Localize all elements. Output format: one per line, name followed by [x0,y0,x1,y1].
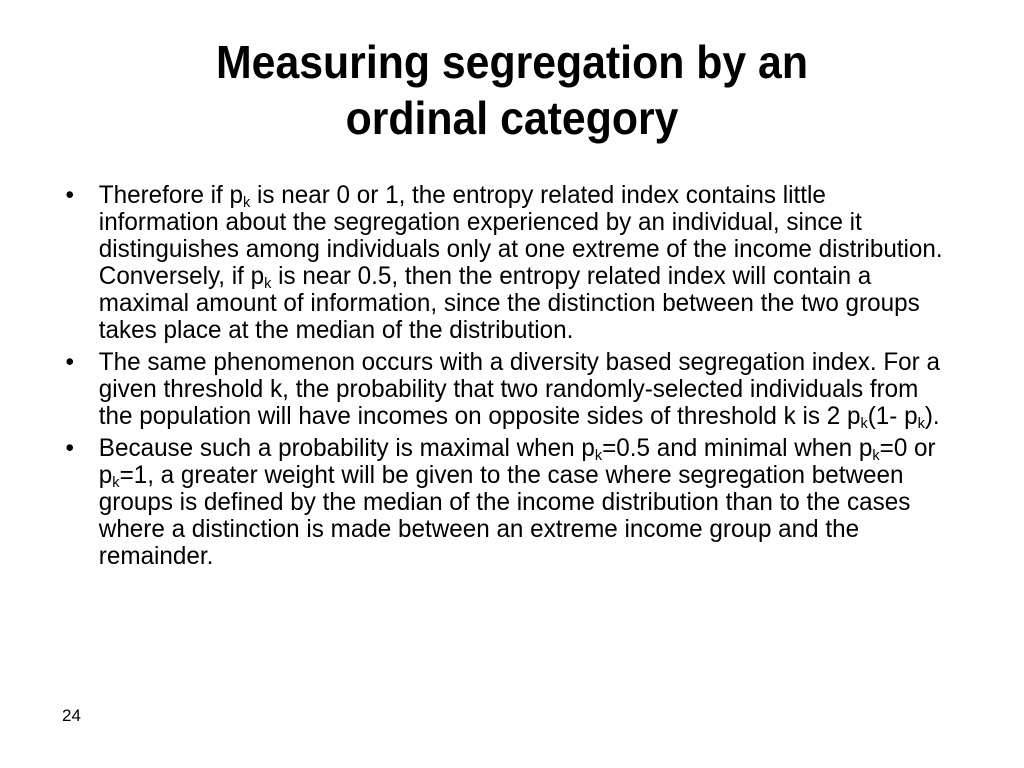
subscript-k: k [594,447,603,464]
bullet-item-2 [60,349,952,430]
bullet-3-text-part-1: Because such a probability is maximal when p [98,434,595,462]
bullet-marker: • [65,181,74,209]
bullet-3-text-part-2: =0.5 and minimal when p [602,434,873,462]
page-number: 24 [62,706,81,725]
bullet-marker: • [65,348,74,376]
bullet-item-3 [60,435,952,570]
bullet-2-text-part-2: (1- p [867,402,918,430]
subscript-k: k [872,447,880,464]
bullet-marker: • [65,434,74,462]
subscript-k: k [243,194,251,211]
bullet-1-text-part-3: is near 0.5, then the entropy related index will contain a maximal amount of information, since the distinction between the two groups takes place at the median of the distribution. [98,262,920,344]
bullet-item-1 [60,182,952,344]
bullet-1-text-part-2: is near 0 or 1, the entropy related index contains little information about the segregation experienced by an individual, since it distinguishes among individuals only at one extreme of the income distribution. Conversely, if p [98,181,943,290]
subscript-k: k [264,275,272,292]
bullet-1-text-part-1: Therefore if p [98,181,244,209]
subscript-k: k [860,415,868,432]
bullet-2-text-part-3: ). [924,402,940,430]
slide-title [92,34,933,146]
slide-title-line-1: Measuring segregation by an [216,36,808,88]
subscript-k: k [917,415,925,432]
bullet-3-text-part-4: =1, a greater weight will be given to the case where segregation between groups is defined by the median of the income distribution than to the cases where a distinction is made between an extreme income group and the remainder. [98,461,911,570]
bullet-list [60,182,980,575]
bullet-3-text-part-3: =0 or p [98,434,936,489]
bullet-2-text-part-1: The same phenomenon occurs with a diversity based segregation index. For a given threshold k, the probability that two randomly-selected individuals from the population will have incomes on opposite sides of threshold k is 2 p [98,348,940,430]
subscript-k: k [112,474,120,491]
slide-title-line-2: ordinal category [345,92,679,144]
